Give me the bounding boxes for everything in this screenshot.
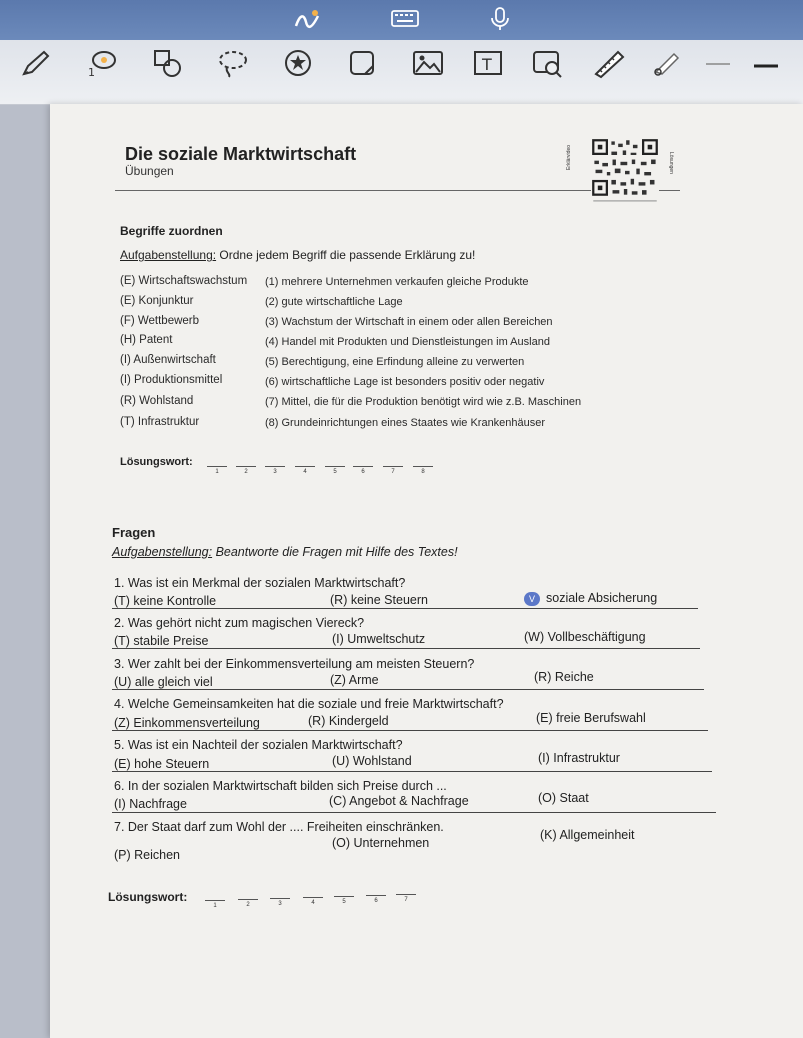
term-explanation: (7) Mittel, die für die Produktion benötigt wird wie z.B. Maschinen [265,396,582,408]
term-explanation: (3) Wachstum der Wirtschaft in einem oder allen Bereichen [265,316,553,328]
sticker-icon[interactable] [280,46,316,80]
solution-blank[interactable]: 5 [325,466,345,475]
answer-line [112,771,712,772]
page-subtitle: Übungen [125,164,174,178]
term-label: (I) Außenwirtschaft [120,354,216,366]
answer-option[interactable]: (Z) Einkommensverteilung [114,716,260,730]
solution-blank[interactable]: 6 [366,895,386,904]
solution-blank[interactable]: 4 [303,897,323,906]
term-label: (T) Infrastruktur [120,416,200,428]
section1-heading: Begriffe zuordnen [120,224,223,238]
answer-option[interactable]: (I) Infrastruktur [538,751,620,765]
text-box-icon[interactable] [470,46,506,80]
term-explanation: (4) Handel mit Produkten und Dienstleistungen im Ausland [265,336,550,348]
question-text: 1. Was ist ein Merkmal der sozialen Marktwirtschaft? [114,576,406,590]
answer-option[interactable]: (R) Kindergeld [308,714,389,728]
solution-blank[interactable]: 4 [295,466,315,475]
lasso-number-icon[interactable] [84,46,120,80]
solution-word-label-2: Lösungswort: [108,890,188,904]
worksheet-page [50,104,803,1038]
solution-blank[interactable]: 1 [207,466,227,475]
crop-icon[interactable] [345,46,381,80]
drawing-toolbar [0,40,803,105]
svg-text:T: T [482,55,492,74]
minus-icon[interactable] [748,46,784,80]
answer-option[interactable]: (E) hohe Steuern [114,757,210,771]
answer-option[interactable]: (R) Reiche [534,670,594,684]
qr-caption-right: Lösungen [668,152,674,174]
zoom-icon[interactable] [530,46,566,80]
section2-task [112,545,458,559]
solution-blank[interactable]: 8 [413,466,433,475]
solution-blank[interactable]: 7 [396,894,416,903]
image-icon[interactable] [410,46,446,80]
solution-blank[interactable]: 2 [236,466,256,475]
term-label: (I) Produktionsmittel [120,374,223,386]
section2-task-text: Beantworte die Fragen mit Hilfe des Textes! [212,545,458,559]
solution-blank[interactable]: 3 [265,466,285,475]
section1-task-label: Aufgabenstellung: [120,248,217,262]
svg-text:1: 1 [88,66,95,79]
question-text: 2. Was gehört nicht zum magischen Viereck? [114,616,365,630]
answer-option-label: soziale Absicherung [546,591,658,605]
term-explanation: (6) wirtschaftliche Lage ist besonders positiv oder negativ [265,376,545,388]
qr-caption-left: Erklärvideo [566,144,572,170]
qr-code-icon[interactable] [588,138,662,206]
section2-heading: Fragen [112,525,156,540]
answer-option[interactable]: (P) Reichen [114,848,180,862]
answer-option[interactable]: (K) Allgemeinheit [540,828,635,842]
question-text: 5. Was ist ein Nachteil der sozialen Marktwirtschaft? [114,738,403,752]
answer-option[interactable]: (I) Nachfrage [114,797,187,811]
answer-option[interactable]: (R) keine Steuern [330,593,428,607]
answer-option[interactable]: (O) Unternehmen [332,836,430,850]
answer-option[interactable]: (I) Umweltschutz [332,632,426,646]
page-title: Die soziale Marktwirtschaft [125,144,357,164]
microphone-icon[interactable] [485,6,515,32]
eraser-icon[interactable] [648,46,684,80]
solution-blank[interactable]: 6 [353,466,373,475]
section2-task-label: Aufgabenstellung: [112,545,213,559]
line-tool-icon[interactable] [700,46,736,80]
answer-line [112,812,716,813]
section1-task-text: Ordne jedem Begriff die passende Erklärung zu! [216,248,476,262]
answer-option-selected[interactable] [524,591,657,606]
answer-line [112,730,708,731]
term-label: (E) Wirtschaftswachstum [120,275,248,287]
question-text: 3. Wer zahlt bei der Einkommensverteilung am meisten Steuern? [114,657,475,671]
term-label: (H) Patent [120,334,173,346]
term-explanation: (5) Berechtigung, eine Erfindung alleine zu verwerten [265,356,525,368]
term-explanation: (2) gute wirtschaftliche Lage [265,296,403,308]
pen-icon[interactable] [18,46,54,80]
answer-option[interactable]: (T) stabile Preise [114,634,209,648]
term-explanation: (1) mehrere Unternehmen verkaufen gleiche Produkte [265,276,529,288]
term-label: (E) Konjunktur [120,295,194,307]
solution-blank[interactable]: 1 [205,900,225,909]
answer-option[interactable]: (T) keine Kontrolle [114,594,217,608]
solution-blank[interactable]: 3 [270,898,290,907]
answer-line [112,689,704,690]
term-explanation: (8) Grundeinrichtungen eines Staates wie Krankenhäuser [265,417,546,429]
solution-blank[interactable]: 5 [334,896,354,905]
pen-writing-icon[interactable] [292,6,322,32]
term-label: (R) Wohlstand [120,395,194,407]
answer-option[interactable]: (C) Angebot & Nachfrage [329,794,469,808]
section1-task [120,248,475,262]
selected-answer-badge: V [524,592,540,606]
answer-option[interactable]: (W) Vollbeschäftigung [524,630,646,644]
keyboard-icon[interactable] [390,6,420,32]
solution-blank[interactable]: 7 [383,466,403,475]
solution-word-label-1: Lösungswort: [120,456,193,468]
answer-option[interactable]: (U) alle gleich viel [114,675,213,689]
shapes-icon[interactable] [150,46,186,80]
answer-option[interactable]: (O) Staat [538,791,589,805]
term-label: (F) Wettbewerb [120,315,200,327]
solution-blank[interactable]: 2 [238,899,258,908]
answer-line [112,608,698,609]
question-text: 6. In der sozialen Marktwirtschaft bilden sich Preise durch ... [114,779,447,793]
lasso-select-icon[interactable] [215,46,251,80]
answer-line [112,648,700,649]
highlighter-icon[interactable] [592,46,628,80]
answer-option[interactable]: (E) freie Berufswahl [536,711,646,725]
answer-option[interactable]: (Z) Arme [330,673,379,687]
question-text: 7. Der Staat darf zum Wohl der .... Freiheiten einschränken. [114,820,444,834]
answer-option[interactable]: (U) Wohlstand [332,754,412,768]
qr-codes [566,134,680,212]
question-text: 4. Welche Gemeinsamkeiten hat die soziale und freie Marktwirtschaft? [114,697,504,711]
